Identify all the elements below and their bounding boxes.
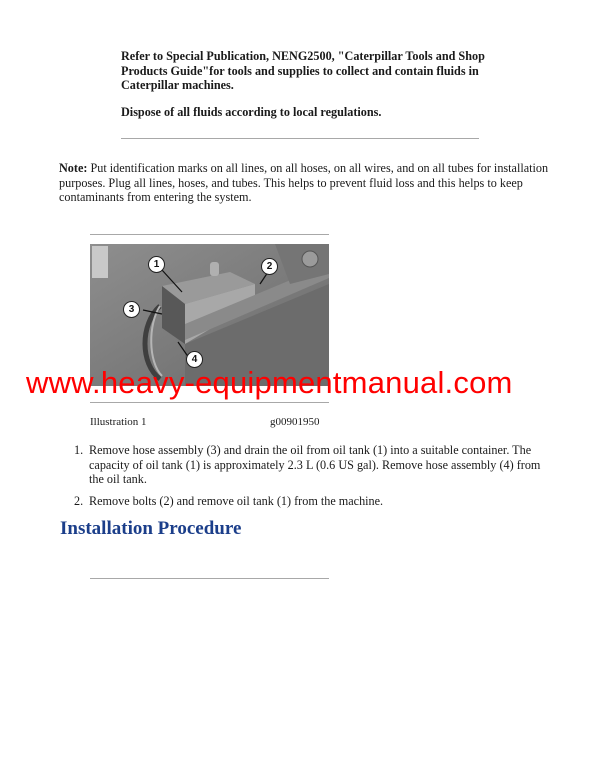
step-number: 1. (74, 443, 84, 457)
caution-line: Caterpillar machines. (121, 78, 234, 92)
caution-line: Products Guide"for tools and supplies to collect and contain fluids in (121, 63, 479, 78)
procedure-step (74, 494, 544, 510)
section-heading: Installation Procedure (60, 518, 242, 539)
note-text: purposes. Plug all lines, hoses, and tubes. This helps to prevent fluid loss and this helps to keep (59, 175, 523, 190)
divider (90, 234, 329, 235)
callout-2: 2 (261, 258, 278, 275)
divider (90, 578, 329, 579)
step-text: Remove hose assembly (3) and drain the oil from oil tank (1) into a suitable container. The (89, 443, 532, 457)
callout-4: 4 (186, 351, 203, 368)
callout-1: 1 (148, 256, 165, 273)
step-number: 2. (74, 494, 84, 508)
note-paragraph (59, 161, 559, 205)
caution-line: Refer to Special Publication, NENG2500, "Caterpillar Tools and Shop (121, 49, 485, 63)
divider (90, 402, 329, 403)
note-text: Put identification marks on all lines, on all hoses, on all wires, and on all tubes for installation (87, 161, 549, 175)
dispose-paragraph: Dispose of all fluids according to local regulations. (121, 105, 382, 119)
caution-paragraph (121, 49, 501, 93)
step-text: the oil tank. (89, 472, 147, 486)
step-text: Remove bolts (2) and remove oil tank (1) from the machine. (89, 494, 384, 508)
watermark-text: www.heavy-equipmentmanual.com (26, 365, 513, 400)
illustration-caption-id: g00901950 (270, 416, 320, 428)
illustration-caption-label: Illustration 1 (90, 416, 147, 428)
note-label: Note: (59, 161, 88, 175)
step-text: capacity of oil tank (1) is approximately 2.3 L (0.6 US gal). Remove hose assembly (4) from (89, 457, 541, 472)
divider (121, 138, 479, 139)
callout-3: 3 (123, 301, 140, 318)
note-text: contaminants from entering the system. (59, 190, 252, 204)
procedure-step (74, 443, 544, 488)
